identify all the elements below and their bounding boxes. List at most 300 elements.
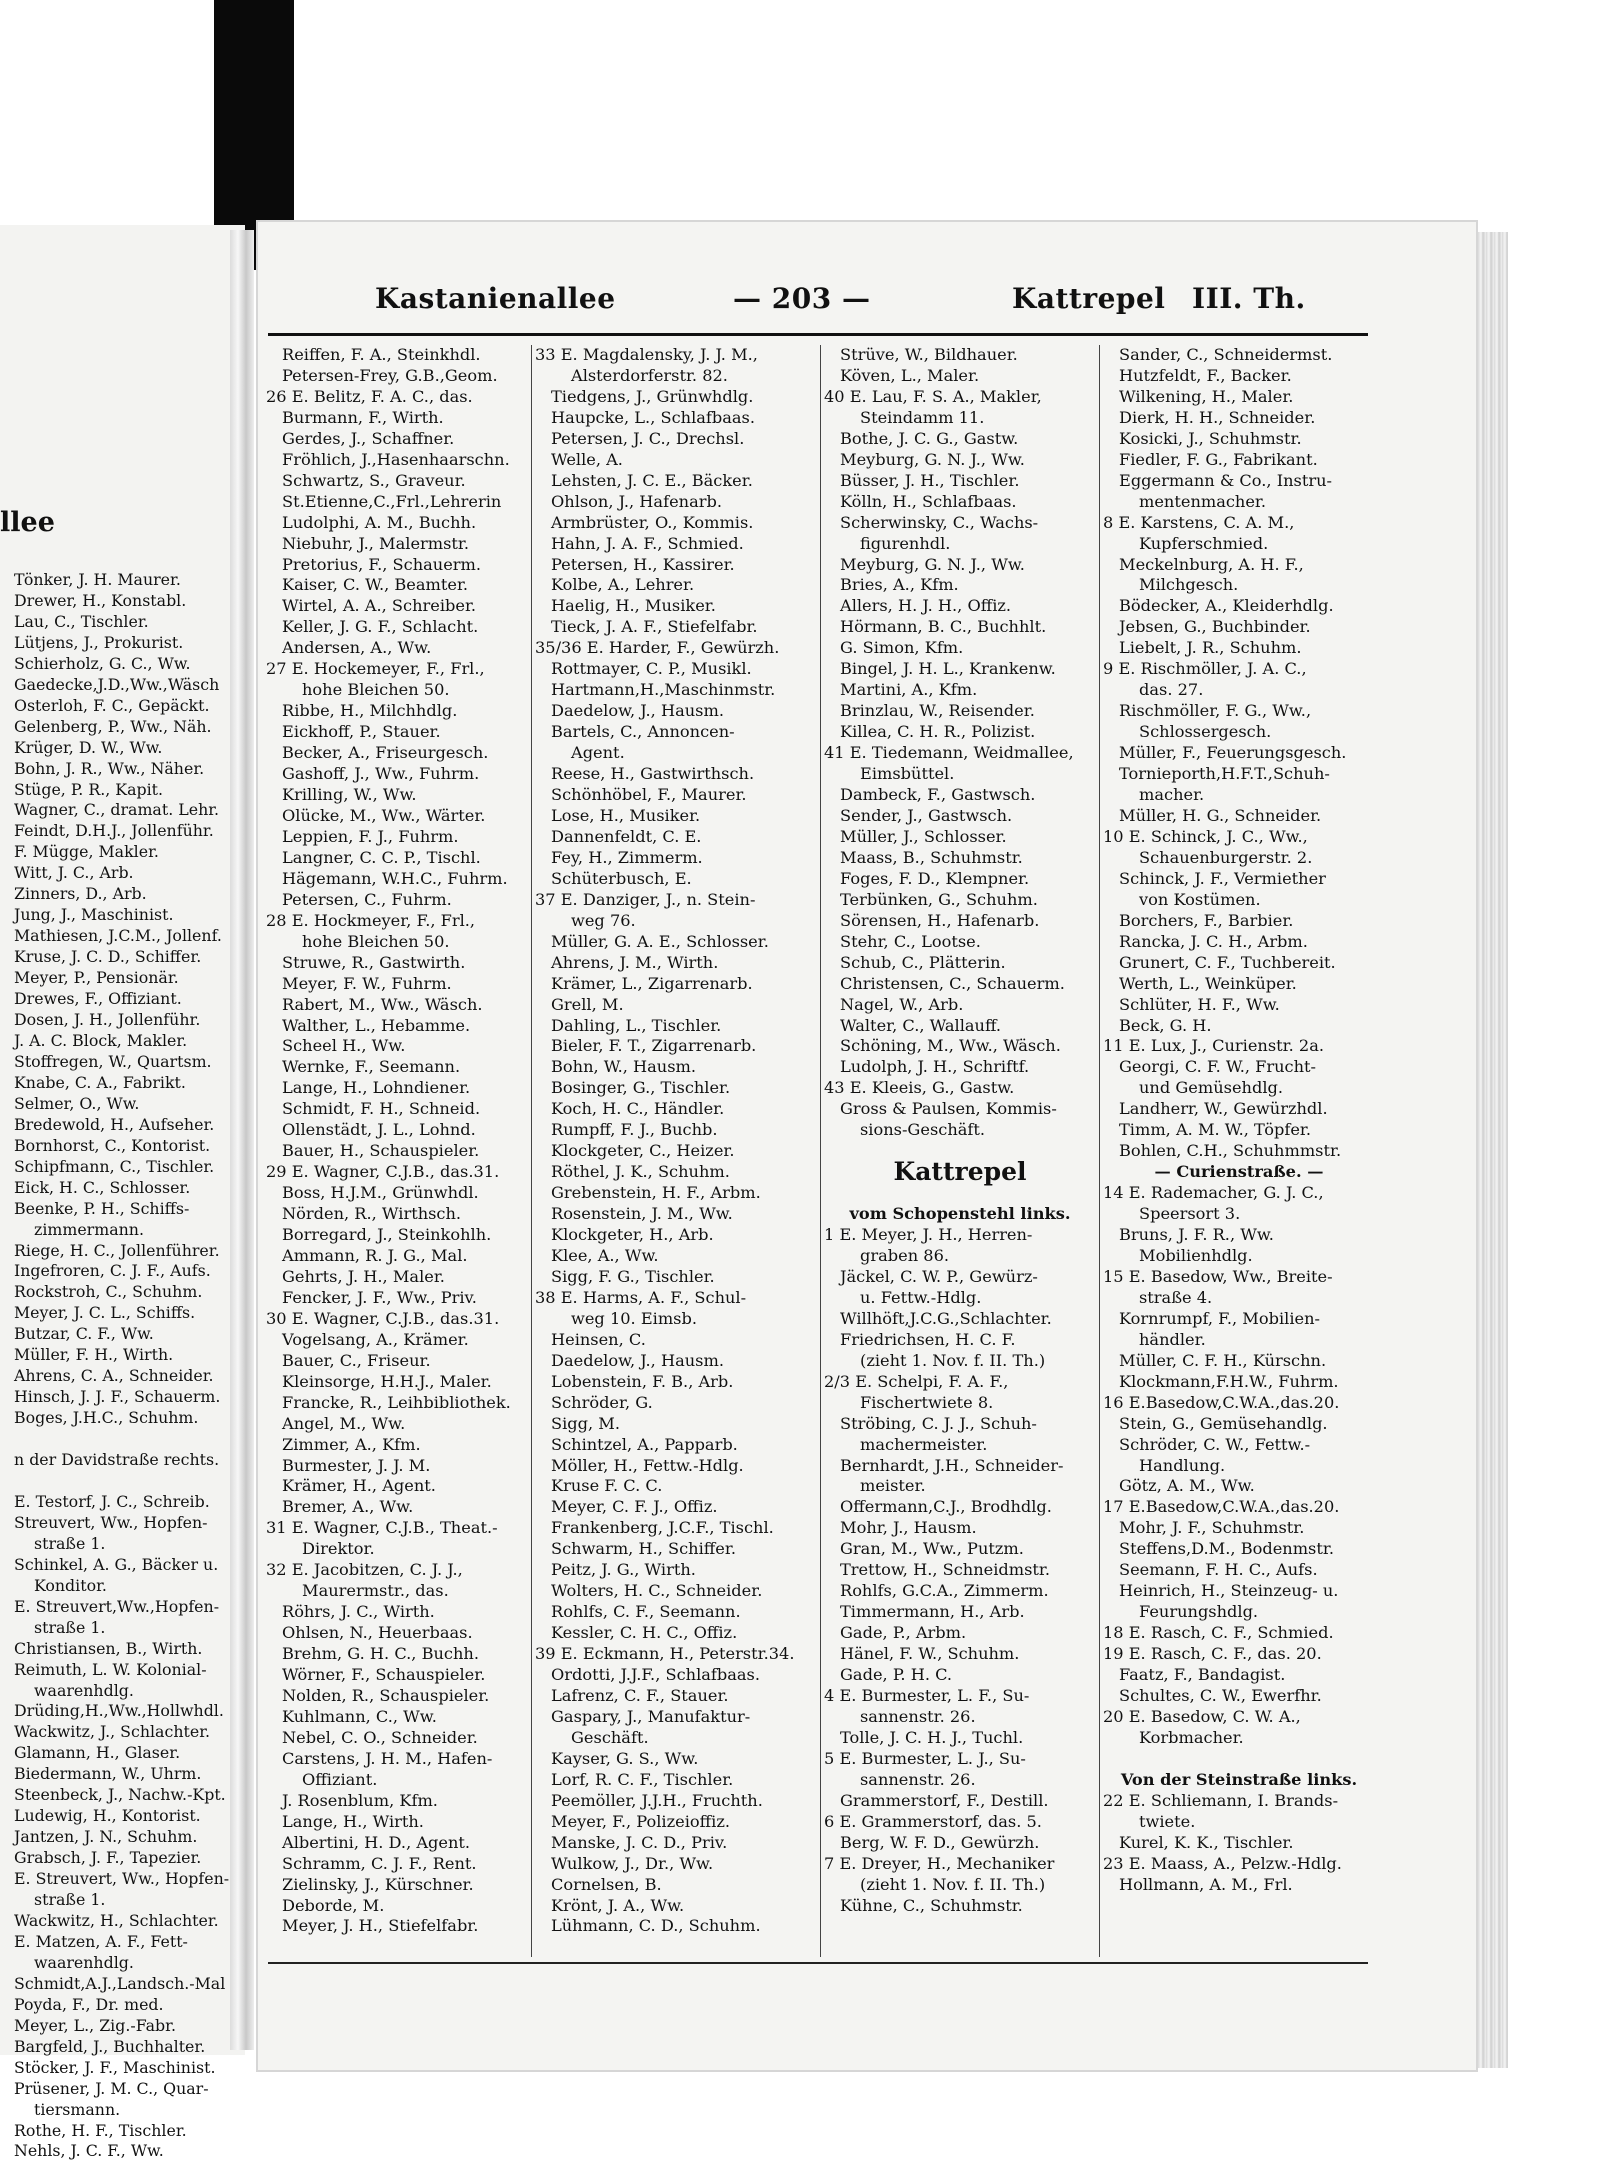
directory-entry: Schultes, C. W., Ewerfhr. — [1119, 1686, 1322, 1705]
directory-entry: 38 E. Harms, A. F., Schul- — [535, 1287, 747, 1307]
directory-entry: Schmidt, F. H., Schneid. — [282, 1099, 481, 1119]
directory-entry: Borchers, F., Barbier. — [1119, 910, 1294, 930]
directory-entry: meister. — [860, 1476, 926, 1496]
directory-entry: Krönt, J. A., Ww. — [551, 1895, 685, 1915]
directory-entry: Gross & Paulsen, Kommis- — [840, 1099, 1057, 1119]
directory-entry: Schröder, C. W., Fettw.- — [1119, 1434, 1311, 1454]
directory-entry: Beenke, P. H., Schiffs- — [14, 1198, 190, 1218]
directory-entry: tiersmann. — [34, 2099, 121, 2119]
directory-entry: Lange, H., Lohndiener. — [282, 1078, 471, 1098]
spacer — [0, 1471, 228, 1492]
directory-entry: Kosicki, J., Schuhmstr. — [1119, 428, 1302, 448]
directory-entry: von Kostümen. — [1139, 889, 1261, 909]
section-heading: vom Schopenstehl links. — [849, 1204, 1071, 1224]
directory-entry: Peemöller, J.J.H., Fruchth. — [551, 1790, 763, 1810]
directory-entry: Lange, H., Wirth. — [282, 1811, 424, 1831]
directory-entry: Ludewig, H., Kontorist. — [14, 1806, 201, 1826]
directory-entry: 20 E. Basedow, C. W. A., — [1103, 1706, 1301, 1726]
directory-entry: macher. — [1139, 785, 1205, 805]
directory-entry: Terbünken, G., Schuhm. — [840, 889, 1038, 909]
directory-entry: Maurermstr., das. — [302, 1581, 449, 1601]
directory-entry: Ammann, R. J. G., Mal. — [282, 1245, 468, 1265]
directory-entry: straße 1. — [34, 1533, 106, 1553]
directory-entry: straße 1. — [34, 1890, 106, 1910]
page-edge — [1478, 232, 1508, 2068]
directory-entry: Welle, A. — [551, 449, 623, 469]
directory-entry: Röhrs, J. C., Wirth. — [282, 1602, 435, 1622]
column-divider — [1099, 345, 1100, 1957]
directory-entry: 4 E. Burmester, L. F., Su- — [824, 1686, 1030, 1705]
directory-entry: Ludolph, J. H., Schriftf. — [840, 1057, 1030, 1077]
directory-entry: Deborde, M. — [282, 1895, 385, 1915]
directory-entry: Klockmann,F.H.W., Fuhrm. — [1119, 1371, 1339, 1391]
directory-column — [268, 345, 526, 1937]
directory-entry: Zielinsky, J., Kürschner. — [282, 1874, 474, 1894]
directory-entry: Manske, J. C. D., Priv. — [551, 1832, 728, 1852]
directory-entry: Nagel, W., Arb. — [840, 994, 964, 1014]
directory-entry: Wernke, F., Seemann. — [282, 1057, 461, 1077]
directory-entry: Tornieporth,H.F.T.,Schuh- — [1119, 764, 1330, 784]
directory-entry: Sigg, F. G., Tischler. — [551, 1266, 715, 1286]
directory-entry: Gashoff, J., Ww., Fuhrm. — [282, 764, 480, 784]
directory-entry: Drewes, F., Offiziant. — [14, 989, 182, 1009]
directory-entry: Rancka, J. C. H., Arbm. — [1119, 931, 1308, 951]
directory-entry: Agent. — [571, 743, 625, 763]
directory-entry: Stüge, P. R., Kapit. — [14, 779, 164, 799]
directory-entry: Schierholz, G. C., Ww. — [14, 653, 191, 673]
left-page-text — [0, 570, 228, 2162]
directory-entry: Wagner, C., dramat. Lehr. — [14, 800, 220, 820]
directory-entry: Reese, H., Gastwirthsch. — [551, 764, 755, 784]
directory-entry: Wolters, H. C., Schneider. — [551, 1581, 763, 1601]
directory-entry: 40 E. Lau, F. S. A., Makler, — [824, 386, 1042, 406]
directory-entry: Eggermann & Co., Instru- — [1119, 470, 1332, 490]
directory-entry: Krüger, D. W., Ww. — [14, 737, 163, 757]
directory-entry: 23 E. Maass, A., Pelzw.-Hdlg. — [1103, 1853, 1342, 1873]
directory-entry: Wulkow, J., Dr., Ww. — [551, 1853, 714, 1873]
directory-entry: 41 E. Tiedemann, Weidmallee, — [824, 743, 1074, 763]
directory-entry: Lobenstein, F. B., Arb. — [551, 1371, 734, 1391]
directory-entry: Müller, G. A. E., Schlosser. — [551, 931, 769, 951]
directory-entry: 9 E. Rischmöller, J. A. C., — [1103, 659, 1307, 679]
directory-entry: Langner, C. C. P., Tischl. — [282, 847, 481, 867]
directory-entry: Hahn, J. A. F., Schmied. — [551, 533, 744, 553]
directory-entry: Trettow, H., Schneidmstr. — [840, 1560, 1051, 1580]
directory-entry: waarenhdlg. — [34, 1952, 134, 1972]
directory-column — [1105, 345, 1373, 1896]
directory-entry: Kruse, J. C. D., Schiffer. — [14, 947, 202, 967]
directory-entry: Haupcke, L., Schlafbaas. — [551, 407, 756, 427]
directory-entry: händler. — [1139, 1329, 1206, 1349]
directory-entry: Sander, C., Schneidermst. — [1119, 345, 1333, 364]
directory-entry: 18 E. Rasch, C. F., Schmied. — [1103, 1623, 1334, 1643]
directory-entry: Meyer, F. W., Fuhrm. — [282, 973, 452, 993]
directory-entry: J. A. C. Block, Makler. — [14, 1030, 188, 1050]
directory-entry: Seemann, F. H. C., Aufs. — [1119, 1560, 1318, 1580]
spacer — [0, 1429, 228, 1450]
directory-entry: Friedrichsen, H. C. F. — [840, 1329, 1016, 1349]
directory-entry: Rischmöller, F. G., Ww., — [1119, 701, 1312, 721]
spacer — [1105, 1749, 1373, 1770]
directory-entry: sannenstr. 26. — [860, 1769, 976, 1789]
directory-entry: Bohlen, C.H., Schuhmmstr. — [1119, 1141, 1342, 1161]
directory-entry: Schüterbusch, E. — [551, 868, 692, 888]
directory-entry: Foges, F. D., Klempner. — [840, 868, 1030, 888]
directory-entry: Ohlsen, N., Heuerbaas. — [282, 1623, 473, 1643]
left-page-edge — [230, 230, 254, 2050]
directory-entry: Götz, A. M., Ww. — [1119, 1476, 1255, 1496]
directory-entry: Müller, H. G., Schneider. — [1119, 805, 1322, 825]
directory-entry: Meyburg, G. N. J., Ww. — [840, 554, 1025, 574]
directory-entry: 1 E. Meyer, J. H., Herren- — [824, 1225, 1033, 1245]
directory-entry: Nolden, R., Schauspieler. — [282, 1686, 490, 1705]
directory-entry: Koch, H. C., Händler. — [551, 1099, 725, 1119]
directory-entry: Schmidt,A.J.,Landsch.-Mal — [14, 1973, 226, 1993]
directory-entry: sions-Geschäft. — [860, 1120, 986, 1140]
directory-entry: Streuvert, Ww., Hopfen- — [14, 1512, 208, 1532]
directory-entry: Biedermann, W., Uhrm. — [14, 1764, 202, 1784]
directory-entry: Bingel, J. H. L., Krankenw. — [840, 659, 1056, 679]
directory-entry: Daedelow, J., Hausm. — [551, 701, 724, 721]
directory-entry: Timm, A. M. W., Töpfer. — [1119, 1120, 1312, 1140]
directory-entry: Müller, C. F. H., Kürschn. — [1119, 1350, 1327, 1370]
directory-entry: Kornrumpf, F., Mobilien- — [1119, 1308, 1320, 1328]
directory-entry: Niebuhr, J., Malermstr. — [282, 533, 470, 553]
header-rule — [268, 333, 1368, 336]
directory-entry: Schauenburgerstr. 2. — [1139, 847, 1313, 867]
directory-entry: Krämer, H., Agent. — [282, 1476, 436, 1496]
directory-entry: Beck, G. H. — [1119, 1015, 1212, 1035]
directory-entry: Sender, J., Gastwsch. — [840, 805, 1013, 825]
directory-entry: Grabsch, J. F., Tapezier. — [14, 1848, 202, 1868]
directory-entry: Bohn, J. R., Ww., Näher. — [14, 758, 205, 778]
directory-entry: Schipfmann, C., Tischler. — [14, 1156, 215, 1176]
directory-entry: Carstens, J. H. M., Hafen- — [282, 1748, 493, 1768]
directory-entry: machermeister. — [860, 1434, 988, 1454]
directory-entry: Ahrens, J. M., Wirth. — [551, 952, 719, 972]
directory-entry: Gerdes, J., Schaffner. — [282, 428, 455, 448]
directory-entry: Möller, H., Fettw.-Hdlg. — [551, 1455, 744, 1475]
left-running-head: llee — [0, 507, 55, 538]
directory-entry: Hänel, F. W., Schuhm. — [840, 1644, 1020, 1664]
directory-entry: Scheel H., Ww. — [282, 1036, 406, 1056]
directory-entry: Mohr, J. F., Schuhmstr. — [1119, 1518, 1305, 1538]
directory-entry: Bartels, C., Annoncen- — [551, 722, 735, 742]
directory-entry: Schlossergesch. — [1139, 722, 1272, 742]
directory-entry: Bödecker, A., Kleiderhdlg. — [1119, 596, 1334, 616]
directory-entry: Ströbing, C. J. J., Schuh- — [840, 1413, 1037, 1433]
directory-entry: 28 E. Hockmeyer, F., Frl., — [266, 910, 476, 930]
directory-entry: Stehr, C., Lootse. — [840, 931, 981, 951]
directory-entry: 31 E. Wagner, C.J.B., Theat.- — [266, 1518, 498, 1538]
directory-entry: Ahrens, C. A., Schneider. — [14, 1366, 214, 1386]
directory-entry: Gaedecke,J.D.,Ww.,Wäsch — [14, 674, 220, 694]
directory-entry: Martini, A., Kfm. — [840, 680, 978, 700]
directory-entry: Fiedler, F. G., Fabrikant. — [1119, 449, 1318, 469]
directory-entry: Knabe, C. A., Fabrikt. — [14, 1072, 186, 1092]
directory-entry: Killea, C. H. R., Polizist. — [840, 722, 1036, 742]
directory-entry: Bremer, A., Ww. — [282, 1497, 414, 1517]
directory-entry: Klockgeter, C., Heizer. — [551, 1141, 735, 1161]
directory-entry: Dannenfeldt, C. E. — [551, 826, 702, 846]
directory-entry: Rumpff, F. J., Buchb. — [551, 1120, 718, 1140]
directory-entry: Strüve, W., Bildhauer. — [840, 345, 1018, 364]
directory-entry: 15 E. Basedow, Ww., Breite- — [1103, 1266, 1333, 1286]
directory-entry: E. Testorf, J. C., Schreib. — [14, 1491, 210, 1511]
directory-entry: Poyda, F., Dr. med. — [14, 1994, 164, 2014]
directory-entry: Schwartz, S., Graveur. — [282, 470, 466, 490]
directory-entry: Hörmann, B. C., Buchhlt. — [840, 617, 1047, 637]
directory-entry: Landherr, W., Gewürzhdl. — [1119, 1099, 1328, 1119]
directory-entry: Christiansen, B., Wirth. — [14, 1638, 203, 1658]
directory-column — [537, 345, 816, 1937]
directory-entry: Wirtel, A. A., Schreiber. — [282, 596, 477, 616]
directory-entry: Dosen, J. H., Jollenführ. — [14, 1010, 201, 1030]
directory-entry: Witt, J. C., Arb. — [14, 863, 134, 883]
directory-entry: Bauer, H., Schauspieler. — [282, 1141, 480, 1161]
directory-entry: Gade, P., Arbm. — [840, 1623, 967, 1643]
directory-entry: Meyer, P., Pensionär. — [14, 968, 179, 988]
directory-entry: Maass, B., Schuhmstr. — [840, 847, 1023, 867]
directory-entry: Rockstroh, C., Schuhm. — [14, 1282, 203, 1302]
directory-entry: Boges, J.H.C., Schuhm. — [14, 1408, 199, 1428]
directory-entry: Konditor. — [34, 1575, 107, 1595]
directory-entry: n der Davidstraße rechts. — [14, 1450, 220, 1470]
directory-entry: 32 E. Jacobitzen, C. J. J., — [266, 1560, 463, 1580]
directory-entry: Steffens,D.M., Bodenmstr. — [1119, 1539, 1334, 1559]
directory-entry: Struwe, R., Gastwirth. — [282, 952, 466, 972]
directory-entry: Ollenstädt, J. L., Lohnd. — [282, 1120, 476, 1140]
directory-entry: Zimmer, A., Kfm. — [282, 1434, 421, 1454]
directory-entry: Schwarm, H., Schiffer. — [551, 1539, 736, 1559]
directory-entry: Kurel, K. K., Tischler. — [1119, 1832, 1294, 1852]
directory-entry: Dambeck, F., Gastwsch. — [840, 785, 1036, 805]
directory-entry: Grebenstein, H. F., Arbm. — [551, 1183, 761, 1203]
directory-entry: Rottmayer, C. P., Musikl. — [551, 659, 752, 679]
directory-entry: Petersen, C., Fuhrm. — [282, 889, 452, 909]
directory-entry: figurenhdl. — [860, 533, 951, 553]
directory-entry: 16 E.Basedow,C.W.A.,das.20. — [1103, 1392, 1340, 1412]
directory-entry: Schönhöbel, F., Maurer. — [551, 785, 747, 805]
directory-entry: 30 E. Wagner, C.J.B., das.31. — [266, 1308, 500, 1328]
directory-entry: Tolle, J. C. H. J., Tuchl. — [840, 1727, 1024, 1747]
directory-entry: Walter, C., Wallauff. — [840, 1015, 1002, 1035]
directory-entry: Grell, M. — [551, 994, 624, 1014]
directory-entry: Dahling, L., Tischler. — [551, 1015, 722, 1035]
directory-entry: waarenhdlg. — [34, 1680, 134, 1700]
directory-entry: Prüsener, J. M. C., Quar- — [14, 2078, 209, 2098]
directory-entry: Heinrich, H., Steinzeug- u. — [1119, 1581, 1339, 1601]
directory-entry: Bargfeld, J., Buchhalter. — [14, 2036, 206, 2056]
directory-entry: 2/3 E. Schelpi, F. A. F., — [824, 1371, 1009, 1391]
directory-entry: Daedelow, J., Hausm. — [551, 1350, 724, 1370]
directory-entry: Reimuth, L. W. Kolonial- — [14, 1659, 207, 1679]
directory-entry: Direktor. — [302, 1539, 375, 1559]
directory-entry: 29 E. Wagner, C.J.B., das.31. — [266, 1162, 500, 1182]
volume-label: III. Th. — [1192, 282, 1306, 315]
directory-entry: Olücke, M., Ww., Wärter. — [282, 805, 486, 825]
directory-entry: Klee, A., Ww. — [551, 1245, 659, 1265]
directory-entry: Eickhoff, P., Stauer. — [282, 722, 441, 742]
directory-entry: 27 E. Hockemeyer, F., Frl., — [266, 659, 485, 679]
directory-entry: Heinsen, C. — [551, 1329, 646, 1349]
directory-entry: mentenmacher. — [1139, 491, 1267, 511]
directory-entry: Burmann, F., Wirth. — [282, 407, 444, 427]
directory-entry: Bries, A., Kfm. — [840, 575, 959, 595]
section-title: Kattrepel — [893, 1157, 1027, 1187]
directory-entry: Korbmacher. — [1139, 1727, 1244, 1747]
directory-entry: Fischertwiete 8. — [860, 1392, 994, 1412]
directory-entry: Ribbe, H., Milchhdlg. — [282, 701, 458, 721]
directory-entry: Walther, L., Hebamme. — [282, 1015, 471, 1035]
directory-entry: 6 E. Grammerstorf, das. 5. — [824, 1811, 1042, 1831]
directory-entry: Christensen, C., Schauerm. — [840, 973, 1065, 993]
directory-entry: 5 E. Burmester, L. J., Su- — [824, 1748, 1026, 1768]
directory-entry: 33 E. Magdalensky, J. J. M., — [535, 345, 758, 364]
directory-entry: zimmermann. — [34, 1219, 144, 1239]
directory-entry: Petersen-Frey, G.B.,Geom. — [282, 365, 498, 385]
directory-entry: Kolbe, A., Lehrer. — [551, 575, 695, 595]
directory-entry: u. Fettw.-Hdlg. — [860, 1287, 982, 1307]
directory-entry: Armbrüster, O., Kommis. — [551, 512, 754, 532]
directory-entry: Sigg, M. — [551, 1413, 621, 1433]
directory-entry: Cornelsen, B. — [551, 1874, 662, 1894]
directory-entry: Lütjens, J., Prokurist. — [14, 632, 184, 652]
directory-entry: Ludolphi, A. M., Buchh. — [282, 512, 477, 532]
directory-entry: Lühmann, C. D., Schuhm. — [551, 1916, 761, 1936]
directory-entry: weg 10. Eimsb. — [571, 1308, 697, 1328]
directory-entry: Lorf, R. C. F., Tischler. — [551, 1769, 734, 1789]
directory-entry: Eick, H. C., Schlosser. — [14, 1177, 191, 1197]
directory-entry: G. Simon, Kfm. — [840, 638, 964, 658]
directory-entry: Tieck, J. A. F., Stiefelfabr. — [551, 617, 758, 637]
directory-entry: Vogelsang, A., Krämer. — [282, 1329, 469, 1349]
directory-entry: Stoffregen, W., Quartsm. — [14, 1051, 212, 1071]
directory-entry: hohe Bleichen 50. — [302, 680, 450, 700]
directory-entry: Meyer, J. H., Stiefelfabr. — [282, 1916, 479, 1936]
directory-entry: Meyer, F., Polizeioffiz. — [551, 1811, 730, 1831]
directory-entry: Osterloh, F. C., Gepäckt. — [14, 695, 210, 715]
directory-entry: Borregard, J., Steinkohlh. — [282, 1225, 492, 1245]
directory-entry: Kruse F. C. C. — [551, 1476, 663, 1496]
directory-entry: Petersen, J. C., Drechsl. — [551, 428, 745, 448]
directory-entry: Drewer, H., Konstabl. — [14, 590, 187, 610]
directory-entry: Bauer, C., Friseur. — [282, 1350, 431, 1370]
directory-entry: Keller, J. G. F., Schlacht. — [282, 617, 479, 637]
directory-entry: Fröhlich, J.,Hasenhaarschn. — [282, 449, 510, 469]
directory-entry: Jung, J., Maschinist. — [14, 905, 174, 925]
directory-entry: Butzar, C. F., Ww. — [14, 1324, 154, 1344]
directory-column — [826, 345, 1094, 1916]
directory-entry: Scherwinsky, C., Wachs- — [840, 512, 1039, 532]
directory-entry: Kayser, G. S., Ww. — [551, 1748, 699, 1768]
directory-entry: Grammerstorf, F., Destill. — [840, 1790, 1049, 1810]
directory-entry: Jantzen, J. N., Schuhm. — [14, 1827, 198, 1847]
directory-entry: Timmermann, H., Arb. — [840, 1602, 1025, 1622]
directory-entry: Georgi, C. F. W., Frucht- — [1119, 1057, 1317, 1077]
directory-entry: Glamann, H., Glaser. — [14, 1743, 181, 1763]
section-heading: Von der Steinstraße links. — [1120, 1769, 1358, 1789]
directory-entry: twiete. — [1139, 1811, 1196, 1831]
directory-entry: Pretorius, F., Schauerm. — [282, 554, 482, 574]
directory-entry: Allers, H. J. H., Offiz. — [840, 596, 1012, 616]
directory-entry: Angel, M., Ww. — [282, 1413, 406, 1433]
directory-entry: Schub, C., Plätterin. — [840, 952, 1006, 972]
directory-entry: Frankenberg, J.C.F., Tischl. — [551, 1518, 774, 1538]
directory-entry: Wackwitz, J., Schlachter. — [14, 1722, 211, 1742]
directory-entry: Hutzfeldt, F., Backer. — [1119, 365, 1292, 385]
directory-entry: (zieht 1. Nov. f. II. Th.) — [860, 1874, 1046, 1894]
directory-entry: Hinsch, J. J. F., Schauerm. — [14, 1387, 221, 1407]
directory-entry: Nörden, R., Wirthsch. — [282, 1204, 462, 1224]
directory-entry: Meckelnburg, A. H. F., — [1119, 554, 1304, 574]
directory-entry: Alsterdorferstr. 82. — [571, 365, 728, 385]
directory-entry: Bothe, J. C. G., Gastw. — [840, 428, 1019, 448]
directory-entry: Francke, R., Leihbibliothek. — [282, 1392, 511, 1412]
directory-entry: Schöning, M., Ww., Wäsch. — [840, 1036, 1061, 1056]
directory-entry: Gaspary, J., Manufaktur- — [551, 1706, 751, 1726]
directory-entry: 35/36 E. Harder, F., Gewürzh. — [535, 638, 780, 658]
directory-entry: Petersen, H., Kassirer. — [551, 554, 735, 574]
directory-entry: Haelig, H., Musiker. — [551, 596, 716, 616]
directory-entry: Büsser, J. H., Tischler. — [840, 470, 1020, 490]
directory-entry: Ordotti, J.J.F., Schlafbaas. — [551, 1665, 761, 1685]
directory-entry: St.Etienne,C.,Frl.,Lehrerin — [282, 491, 502, 511]
directory-entry: Steenbeck, J., Nachw.-Kpt. — [14, 1785, 226, 1805]
directory-entry: Schröder, G. — [551, 1392, 653, 1412]
directory-entry: Jebsen, G., Buchbinder. — [1119, 617, 1311, 637]
directory-entry: Bohn, W., Hausm. — [551, 1057, 697, 1077]
directory-entry: Tiedgens, J., Grünwhdlg. — [551, 386, 754, 406]
directory-entry: Speersort 3. — [1139, 1204, 1241, 1224]
directory-entry: Gade, P. H. C. — [840, 1665, 953, 1685]
directory-entry: das. 27. — [1139, 680, 1204, 700]
directory-entry: Becker, A., Friseurgesch. — [282, 743, 489, 763]
directory-entry: Burmester, J. J. M. — [282, 1455, 431, 1475]
directory-entry: Bernhardt, J.H., Schneider- — [840, 1455, 1064, 1475]
directory-entry: 43 E. Kleeis, G., Gastw. — [824, 1078, 1015, 1098]
directory-entry: Offermann,C.J., Brodhdlg. — [840, 1497, 1052, 1517]
directory-entry: E. Streuvert,Ww.,Hopfen- — [14, 1596, 220, 1616]
directory-entry: Lau, C., Tischler. — [14, 611, 149, 631]
directory-entry: Eimsbüttel. — [860, 764, 955, 784]
directory-entry: (zieht 1. Nov. f. II. Th.) — [860, 1350, 1046, 1370]
directory-entry: weg 76. — [571, 910, 636, 930]
directory-entry: Lafrenz, C. F., Stauer. — [551, 1686, 729, 1705]
directory-entry: 37 E. Danziger, J., n. Stein- — [535, 889, 756, 909]
directory-entry: Andersen, A., Ww. — [282, 638, 432, 658]
directory-entry: Zinners, D., Arb. — [14, 884, 147, 904]
directory-entry: Dierk, H. H., Schneider. — [1119, 407, 1316, 427]
directory-entry: 22 E. Schliemann, I. Brands- — [1103, 1790, 1339, 1810]
directory-entry: Rohlfs, G.C.A., Zimmerm. — [840, 1581, 1049, 1601]
directory-entry: Müller, F. H., Wirth. — [14, 1345, 174, 1365]
directory-entry: Röthel, J. K., Schuhm. — [551, 1162, 730, 1182]
directory-entry: Albertini, H. D., Agent. — [282, 1832, 471, 1852]
directory-entry: Lose, H., Musiker. — [551, 805, 701, 825]
directory-entry: Bruns, J. F. R., Ww. — [1119, 1225, 1274, 1245]
left-page — [0, 225, 245, 2161]
directory-entry: Köven, L., Maler. — [840, 365, 980, 385]
directory-entry: 11 E. Lux, J., Curienstr. 2a. — [1103, 1036, 1325, 1056]
directory-entry: Klockgeter, H., Arb. — [551, 1225, 714, 1245]
directory-entry: Berg, W. F. D., Gewürzh. — [840, 1832, 1040, 1852]
directory-entry: Nebel, C. O., Schneider. — [282, 1727, 478, 1747]
directory-entry: 39 E. Eckmann, H., Peterstr.34. — [535, 1644, 795, 1664]
directory-entry: Bredewold, H., Aufseher. — [14, 1114, 215, 1134]
directory-entry: Wilkening, H., Maler. — [1119, 386, 1294, 406]
directory-entry: straße 1. — [34, 1617, 106, 1637]
